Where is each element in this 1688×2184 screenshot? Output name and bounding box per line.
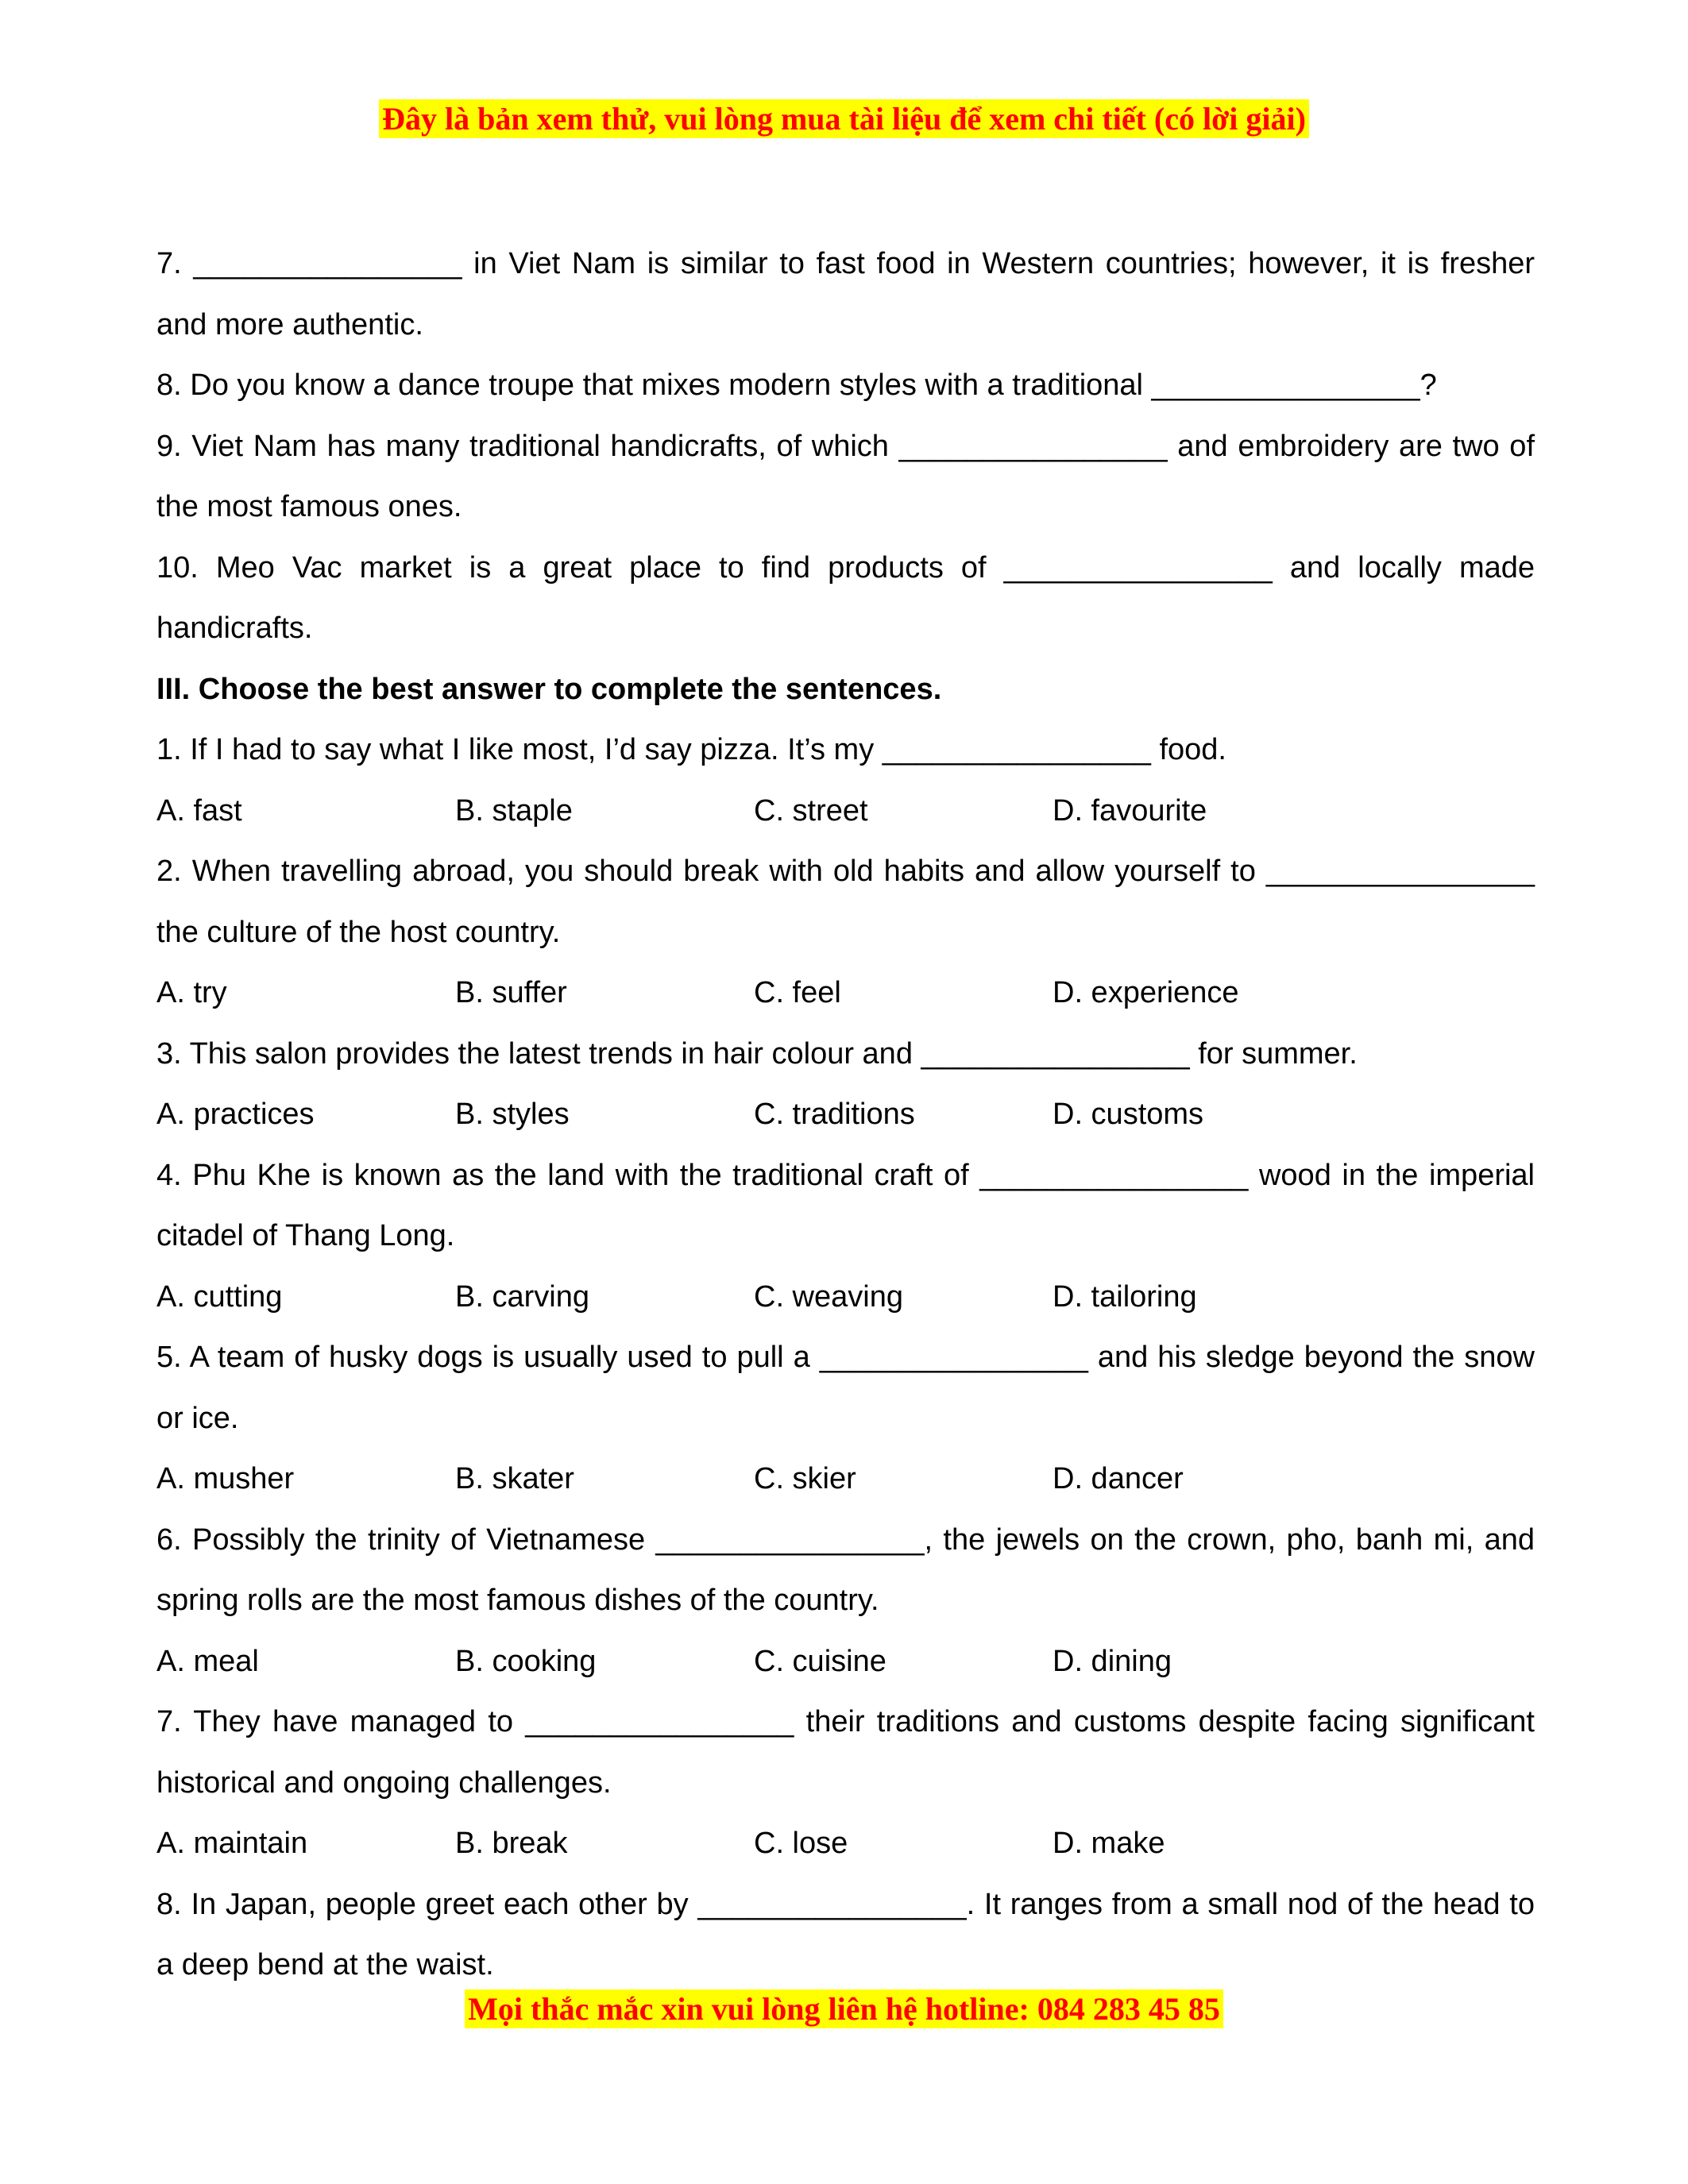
option-c: C. traditions — [754, 1098, 915, 1131]
answer-options — [156, 1267, 1535, 1328]
option-a: A. try — [156, 976, 227, 1009]
question-line: 2. When travelling abroad, you should break with old habits and allow yourself to ________________ — [156, 855, 1535, 888]
question-line: 1. If I had to say what I like most, I’d say pizza. It’s my ________________ food. — [156, 733, 1226, 766]
question-line: 8. Do you know a dance troupe that mixes modern styles with a traditional ________________? — [156, 369, 1437, 402]
option-b: B. cooking — [455, 1644, 597, 1678]
option-a: A. meal — [156, 1644, 259, 1678]
question-line: 7. ________________ in Viet Nam is similar to fast food in Western countries; however, it is fresher — [156, 247, 1535, 280]
answer-options — [156, 1449, 1535, 1510]
question-line: 5. A team of husky dogs is usually used to pull a ________________ and his sledge beyond the snow — [156, 1341, 1535, 1374]
option-b: B. staple — [455, 793, 573, 828]
option-b: B. styles — [455, 1098, 570, 1131]
option-b: B. skater — [455, 1462, 574, 1495]
answer-options — [156, 1813, 1535, 1874]
option-d: D. make — [1053, 1827, 1165, 1860]
option-c: C. lose — [754, 1827, 848, 1860]
hotline-banner — [0, 1990, 1688, 2028]
option-c: C. skier — [754, 1462, 856, 1495]
option-d: D. experience — [1053, 976, 1239, 1009]
question-line: 7. They have managed to ________________ their traditions and customs despite facing significant — [156, 1705, 1535, 1738]
question-line: 3. This salon provides the latest trends in hair colour and ________________ for summer. — [156, 1036, 1358, 1071]
option-a: A. musher — [156, 1462, 295, 1495]
option-d: D. dancer — [1053, 1462, 1184, 1495]
worksheet-content — [156, 233, 1535, 1996]
question-line: 8. In Japan, people greet each other by ________________. It ranges from a small nod of the head to — [156, 1887, 1535, 1921]
option-c: C. street — [754, 793, 868, 828]
question-line: 9. Viet Nam has many traditional handicrafts, of which ________________ and embroidery are two of — [156, 429, 1535, 463]
option-c: C. weaving — [754, 1279, 903, 1314]
question-line: 4. Phu Khe is known as the land with the traditional craft of ________________ wood in the imperial — [156, 1158, 1535, 1192]
option-d: D. tailoring — [1053, 1279, 1197, 1314]
option-c: C. cuisine — [754, 1644, 886, 1678]
answer-options — [156, 963, 1535, 1024]
option-d: D. dining — [1053, 1644, 1172, 1678]
option-d: D. customs — [1053, 1098, 1204, 1131]
hotline-text: Mọi thắc mắc xin vui lòng liên hệ hotline: 084 283 45 85 — [465, 1989, 1223, 2028]
option-b: B. break — [455, 1827, 568, 1860]
question-line: 10. Meo Vac market is a great place to find products of ________________ and locally made — [156, 550, 1535, 585]
option-c: C. feel — [754, 976, 841, 1009]
option-a: A. maintain — [156, 1827, 308, 1860]
option-a: A. practices — [156, 1098, 315, 1131]
question-line: historical and ongoing challenges. — [156, 1765, 612, 1800]
question-line: and more authentic. — [156, 307, 423, 341]
option-b: B. suffer — [455, 976, 567, 1009]
answer-options — [156, 781, 1535, 842]
question-line: 6. Possibly the trinity of Vietnamese ________________, the jewels on the crown, pho, banh mi, and — [156, 1522, 1535, 1557]
question-line: citadel of Thang Long. — [156, 1219, 455, 1252]
answer-options — [156, 1084, 1535, 1145]
preview-notice-text: Đây là bản xem thử, vui lòng mua tài liệu để xem chi tiết (có lời giải) — [379, 99, 1309, 138]
section-heading: III. Choose the best answer to complete the sentences. — [156, 672, 942, 706]
question-line: the most famous ones. — [156, 490, 462, 523]
question-line: or ice. — [156, 1401, 239, 1435]
option-a: A. cutting — [156, 1279, 283, 1314]
option-d: D. favourite — [1053, 793, 1207, 828]
question-line: handicrafts. — [156, 612, 313, 645]
option-a: A. fast — [156, 793, 242, 828]
question-line: the culture of the host country. — [156, 915, 561, 949]
option-b: B. carving — [455, 1279, 589, 1314]
preview-notice-banner — [0, 100, 1688, 138]
question-line: a deep bend at the waist. — [156, 1948, 494, 1981]
question-line: spring rolls are the most famous dishes of the country. — [156, 1584, 879, 1617]
answer-options — [156, 1631, 1535, 1692]
